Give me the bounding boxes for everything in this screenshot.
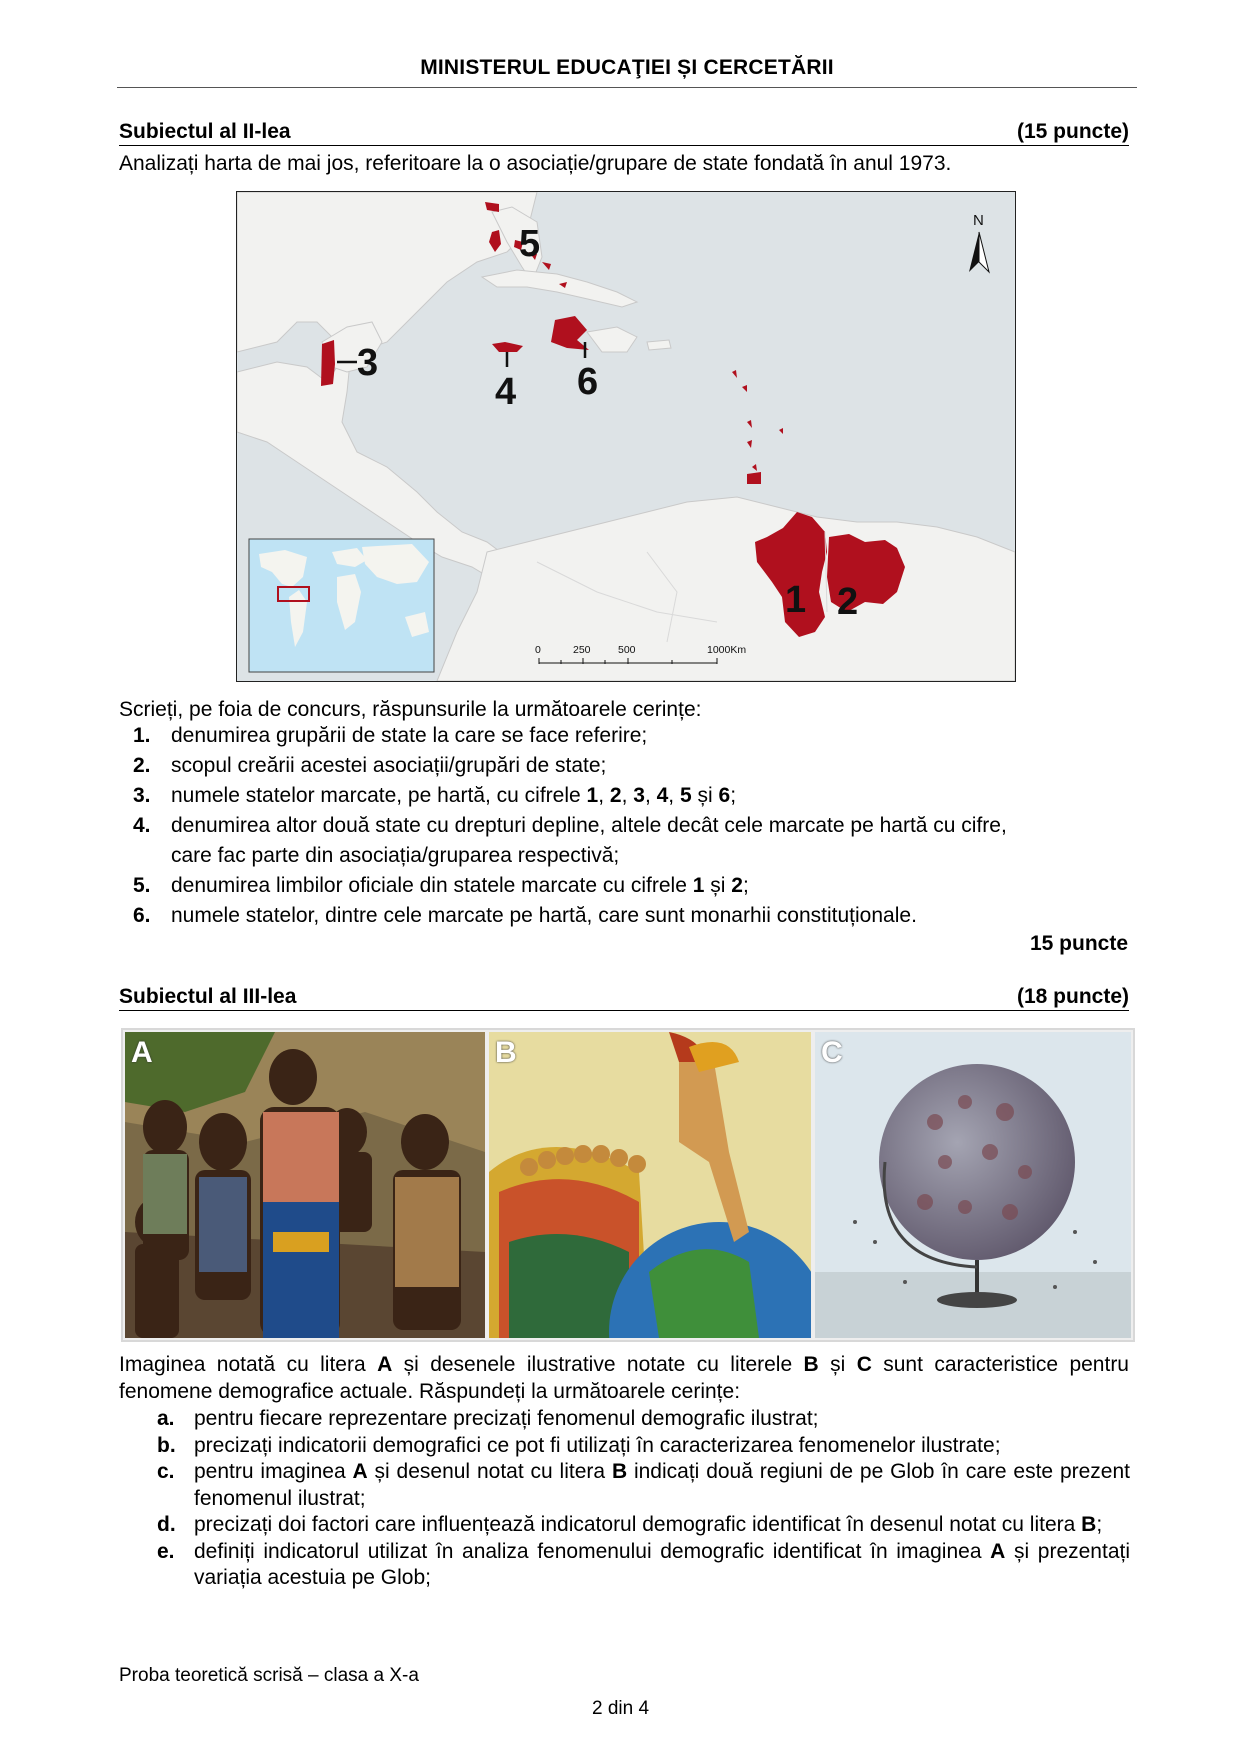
item-bold: 1 (586, 784, 599, 807)
item-letter: b. (157, 1433, 176, 1457)
list-item (133, 721, 1131, 751)
list-item (157, 1539, 1130, 1592)
item-bold: 2 (609, 784, 622, 807)
map-label-5: 5 (519, 223, 541, 265)
subject-3-title: Subiectul al III-lea (119, 985, 297, 1008)
item-letter: c. (157, 1460, 175, 1483)
item-number: 3. (133, 784, 151, 807)
item-letter: d. (157, 1513, 176, 1536)
item-sep: ; (730, 784, 737, 807)
item-text: precizați doi factori care influențează indicatorul demografic identificat în desenul notat cu litera (194, 1513, 1082, 1536)
panel-label-a: A (131, 1036, 153, 1069)
item-number: 1. (133, 724, 151, 747)
list-item (157, 1406, 1130, 1433)
scale-tick-1000: 1000Km (707, 644, 747, 656)
item-bold: B (1081, 1513, 1097, 1536)
item-number: 5. (133, 874, 151, 897)
map-label-4: 4 (495, 371, 517, 413)
item-letter: a. (157, 1407, 175, 1430)
item-text: denumirea grupării de state la care se face referire; (171, 724, 648, 747)
item-text: pentru fiecare reprezentare precizați fenomenul demografic ilustrat; (194, 1407, 819, 1430)
list-item (133, 811, 1131, 871)
panel-label-c: C (821, 1036, 843, 1069)
intro-bold: C (856, 1353, 872, 1376)
map-label-3: 3 (357, 342, 379, 384)
item-bold: A (990, 1539, 1006, 1563)
item-text: ; (1096, 1513, 1103, 1536)
map-label-2: 2 (837, 581, 859, 623)
item-text: precizați indicatorii demografici ce pot fi utilizați în caracterizarea fenomenelor ilustrate; (194, 1433, 1001, 1457)
item-text: și prezentați variația acestuia pe Glob; (194, 1539, 1130, 1589)
item-letter: e. (157, 1539, 175, 1563)
item-text: definiți indicatorul utilizat în analiza fenomenului demografic identificat în imaginea (194, 1539, 991, 1563)
item-number: 4. (133, 814, 151, 837)
item-bold: 1 (692, 874, 705, 897)
subject-2-title: Subiectul al II-lea (119, 120, 291, 143)
item-sep: , (621, 784, 634, 807)
inset-world-map (249, 539, 434, 672)
subject-3-intro (119, 1351, 1129, 1405)
item-sep: , (668, 784, 680, 807)
intro-bold: A (377, 1353, 393, 1376)
item-bold: B (611, 1460, 628, 1483)
item-sep: și (691, 784, 719, 807)
list-item (157, 1459, 1130, 1512)
subject-2-total: 15 puncte (1029, 932, 1128, 955)
subject-2-requirements (133, 721, 1131, 931)
item-sep: și (704, 874, 732, 897)
intro-text: sunt caracteristice pentru fenomene demografice actuale. Răspundeți la următoarele cerințe: (119, 1353, 1129, 1403)
north-label: N (973, 212, 984, 229)
image-a-family-photo (125, 1032, 485, 1338)
list-item (133, 751, 1131, 781)
subject-2-instruction: Scrieți, pe foia de concurs, răspunsurile la următoarele cerințe: (119, 698, 702, 721)
item-number: 6. (133, 904, 151, 927)
item-number: 2. (133, 754, 151, 777)
item-bold: 4 (656, 784, 669, 807)
subject-3-requirements (157, 1406, 1130, 1592)
scale-tick-500: 500 (618, 644, 636, 656)
map-label-6: 6 (577, 361, 599, 403)
panel-label-b: B (495, 1036, 517, 1069)
footer-page-number: 2 din 4 (591, 1698, 650, 1719)
intro-bold: B (803, 1353, 819, 1376)
header-divider (117, 87, 1137, 88)
scale-tick-0: 0 (535, 644, 541, 656)
item-text: numele statelor marcate, pe hartă, cu cifrele (171, 784, 587, 807)
item-text: pentru imaginea (194, 1460, 353, 1483)
item-bold: 6 (718, 784, 731, 807)
item-sep: , (644, 784, 657, 807)
item-text: și desenul notat cu litera (367, 1460, 612, 1483)
item-sep: , (598, 784, 610, 807)
list-item (133, 901, 1131, 931)
subject-2-intro: Analizați harta de mai jos, referitoare la o asociație/grupare de state fondată în anul 1973. (119, 152, 952, 175)
caribbean-map (236, 191, 1016, 682)
list-item (157, 1512, 1130, 1539)
scale-tick-250: 250 (573, 644, 591, 656)
image-c-drawing (815, 1032, 1131, 1338)
list-item (133, 781, 1131, 811)
item-text: indicați două regiuni de pe Glob în care este prezent fenomenul ilustrat; (194, 1460, 1130, 1510)
intro-text: și (818, 1353, 857, 1376)
item-text: scopul creării acestei asociații/grupări de state; (171, 754, 607, 777)
item-sep: ; (742, 874, 749, 897)
subject-2-points: (15 puncte) (1016, 120, 1129, 143)
intro-text: și desenele ilustrative notate cu literele (392, 1353, 804, 1376)
north-arrow-icon (969, 212, 989, 272)
demography-images (121, 1028, 1135, 1342)
map-label-1: 1 (785, 579, 807, 621)
item-text: denumirea altor două state cu drepturi depline, altele decât cele marcate pe hartă cu cifre, (171, 814, 1007, 837)
item-bold: 3 (633, 784, 645, 807)
subject-3-heading (119, 985, 1129, 1011)
subject-3-points: (18 puncte) (1016, 985, 1129, 1008)
footer-exam-name: Proba teoretică scrisă – clasa a X-a (119, 1665, 419, 1686)
page-header-title: MINISTERUL EDUCAŢIEI ȘI CERCETĂRII (420, 56, 834, 79)
subject-2-heading (119, 120, 1129, 146)
image-b-drawing (489, 1032, 811, 1338)
list-item (157, 1433, 1130, 1460)
item-bold: 2 (731, 874, 743, 897)
map-svg (237, 192, 1015, 681)
intro-text: Imaginea notată cu litera (119, 1353, 378, 1376)
item-text-cont: care fac parte din asociația/gruparea respectivă; (171, 844, 620, 867)
item-text: denumirea limbilor oficiale din statele marcate cu cifrele (171, 874, 693, 897)
item-text: numele statelor, dintre cele marcate pe hartă, care sunt monarhii constituționale. (171, 904, 917, 927)
item-bold: A (352, 1460, 368, 1483)
item-bold: 5 (679, 784, 692, 807)
list-item (133, 871, 1131, 901)
